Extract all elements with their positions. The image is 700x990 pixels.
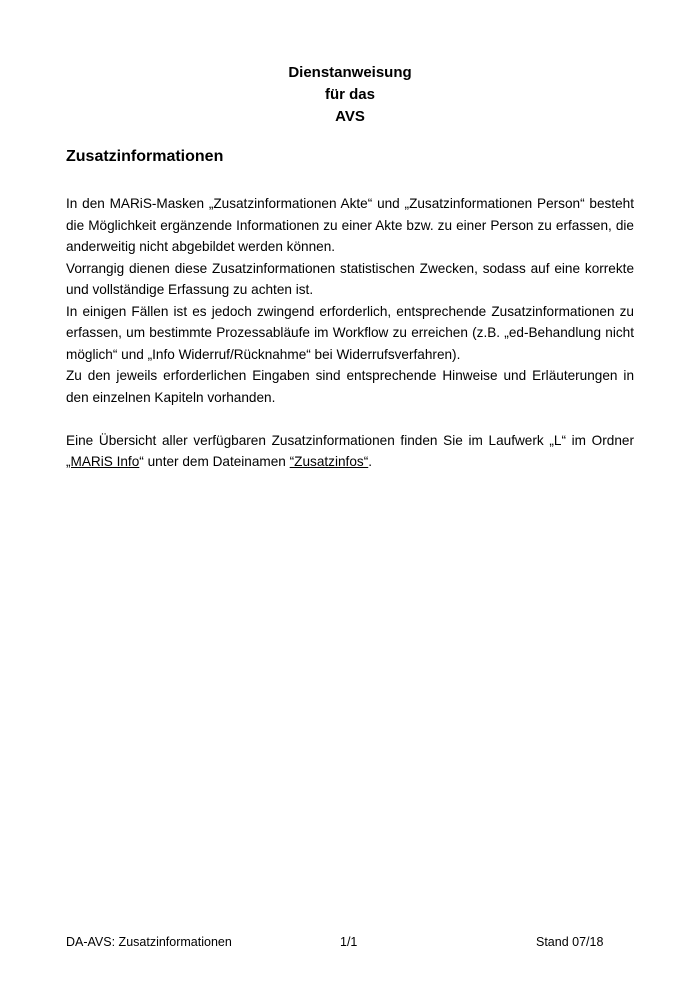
paragraph-4: Zu den jeweils erforderlichen Eingaben sind entsprechende Hinweise und Erläuterungen in den einzelnen Kapiteln vorhanden. bbox=[66, 368, 634, 405]
footer-page-number: 1/1 bbox=[340, 935, 358, 949]
overview-text-middle: “ unter dem Dateinamen bbox=[139, 454, 290, 469]
paragraph-1: In den MARiS-Masken „Zusatzinformationen Akte“ und „Zusatzinformationen Person“ besteht die Möglichkeit ergänzende Informationen zu einer Akte bzw. zu einer Person zu erfassen, die anderweitig nicht abgebildet werden können. bbox=[66, 196, 634, 254]
footer-document-name: DA-AVS: Zusatzinformationen bbox=[66, 935, 232, 949]
document-title bbox=[0, 62, 700, 128]
paragraph-3: In einigen Fällen ist es jedoch zwingend erforderlich, entsprechende Zusatzinformationen zu erfassen, um bestimmte Prozessabläufe im Workflow zu erreichen (z.B. „ed-Behandlung nicht möglich“ und „Info Widerruf/Rücknahme“ bei Widerrufsverfahren). bbox=[66, 303, 634, 362]
title-line-2: für das bbox=[324, 86, 375, 103]
folder-link[interactable]: „MARiS Info bbox=[66, 454, 140, 469]
overview-text-end: . bbox=[368, 454, 372, 469]
footer-version: Stand 07/18 bbox=[536, 935, 604, 949]
overview-paragraph bbox=[66, 430, 634, 473]
body-text bbox=[66, 193, 634, 473]
paragraph-spacer bbox=[66, 408, 634, 430]
title-line-3: AVS bbox=[335, 108, 365, 125]
overview-text-before: Eine Übersicht aller verfügbaren Zusatzinformationen finden Sie im Laufwerk „L“ im Ordner bbox=[66, 432, 634, 448]
file-link[interactable]: “Zusatzinfos“ bbox=[289, 454, 369, 469]
paragraph-2: Vorrangig dienen diese Zusatzinformationen statistischen Zwecken, sodass auf eine korrekte und vollständige Erfassung zu achten ist. bbox=[66, 260, 634, 297]
title-line-1: Dienstanweisung bbox=[288, 64, 412, 81]
section-heading: Zusatzinformationen bbox=[66, 148, 224, 165]
